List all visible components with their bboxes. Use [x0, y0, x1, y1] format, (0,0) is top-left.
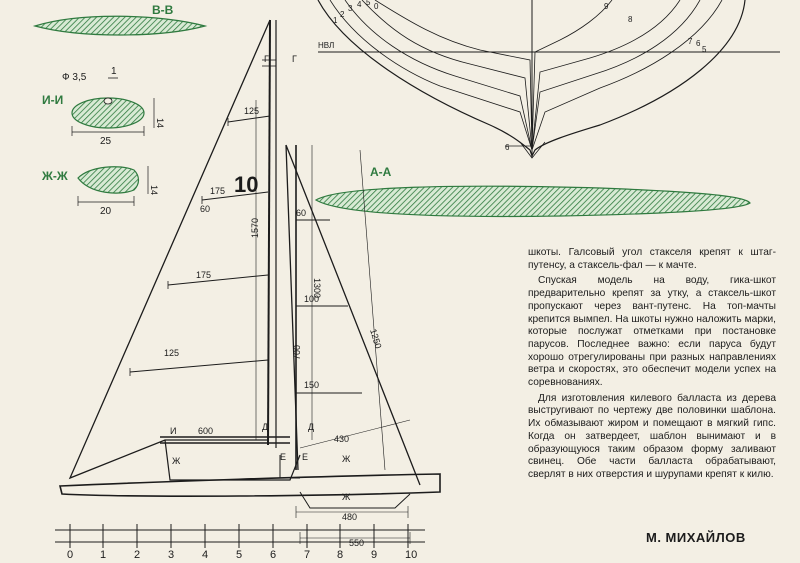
mast-height-label: 1570	[250, 217, 260, 238]
ruler-label: 1	[100, 549, 107, 561]
section-ii	[42, 66, 165, 147]
sail-number: 10	[234, 172, 259, 197]
mark-zh-keel: Ж	[342, 492, 351, 502]
mark-e-right: Е	[302, 452, 309, 462]
hull-left-station-0: 0	[374, 2, 379, 11]
jib-foot-label: 700	[292, 344, 302, 360]
batten-label-3: 175	[196, 270, 212, 280]
jib-batten-1: 60	[296, 208, 307, 218]
mark-d-right: Д	[308, 422, 315, 432]
sail-labels	[164, 54, 384, 548]
author-signature: М. МИХАЙЛОВ	[646, 530, 746, 545]
section-zhzh	[41, 166, 159, 217]
ruler-label: 9	[371, 549, 378, 561]
section-aa	[316, 165, 750, 216]
ruler-label: 7	[304, 549, 311, 561]
hull-left-station-1: 1	[333, 16, 338, 25]
batten-label-2: 175	[210, 186, 226, 196]
hull-left-station-5: 5	[366, 0, 371, 7]
dim-one-label: 1	[111, 66, 117, 77]
ii-height-label: 14	[155, 118, 165, 129]
section-zhzh-profile	[78, 167, 139, 193]
section-vv-profile	[35, 16, 205, 35]
hull-side	[60, 474, 440, 496]
article-paragraph-3: Для изготовления килевого балласта из дерева выстругивают по чертежу две половинки шаблона. Их обмазывают жиром и помещают в мягкий гипс. Когда он затвердеет, шаблон вынимают и в образующуюся таким образом форму заливают свинец. Обе части балласта обрабатывают, сверлят в них отверстия и шурупами крепят к килю.	[528, 392, 776, 480]
jib-leech-label: 1250	[368, 327, 384, 350]
article-text	[528, 247, 776, 485]
scale-ruler	[55, 524, 425, 561]
hull-keel-station: 6	[505, 143, 510, 152]
hull-left-station-4: 4	[357, 0, 362, 9]
dim-550-label: 550	[349, 538, 365, 548]
jib-batten-3: 150	[304, 380, 320, 390]
mark-d-left: Д	[262, 422, 269, 432]
batten-label-4: 125	[164, 348, 180, 358]
zhzh-width-label: 20	[100, 206, 112, 217]
mark-zh-left: Ж	[172, 456, 181, 466]
hull-left-station-3: 3	[348, 4, 353, 13]
section-zhzh-label: Ж-Ж	[42, 169, 68, 183]
hull-body-plan	[318, 0, 780, 158]
jib-batten-2: 100	[304, 294, 320, 304]
hull-right-station-6: 6	[696, 39, 701, 48]
batten-label-1: 125	[244, 106, 260, 116]
mark-g-left: Г	[264, 54, 269, 64]
zhzh-height-label: 14	[149, 185, 159, 196]
waterline-label: НВЛ	[318, 41, 335, 50]
ii-width-label: 25	[100, 136, 112, 147]
mark-g-right: Г	[292, 54, 297, 64]
hole-mark	[104, 98, 112, 104]
mark-e-left: Е	[280, 452, 287, 462]
mainsail-outline	[70, 20, 270, 478]
hull-right-station-9: 9	[604, 2, 609, 11]
section-vv-label: В-В	[152, 3, 174, 17]
mark-i: И	[170, 426, 177, 436]
section-aa-label: А-А	[370, 165, 392, 179]
dim-430-label: 430	[334, 434, 350, 444]
hole-diameter-label: Ф 3,5	[62, 72, 87, 83]
section-ii-label: И-И	[42, 93, 64, 107]
ruler-label: 2	[134, 549, 141, 561]
hull-right-station-5: 5	[702, 45, 707, 54]
dim-480-label: 480	[342, 512, 358, 522]
ruler-label: 8	[337, 549, 344, 561]
section-aa-profile	[316, 186, 750, 216]
ruler-label: 5	[236, 549, 243, 561]
article-paragraph-1: шкоты. Галсовый угол стакселя крепят к штаг-путенсу, а стаксель-фал — к мачте.	[528, 247, 776, 271]
ruler-label: 0	[67, 549, 74, 561]
ruler-label: 6	[270, 549, 277, 561]
hull-left-station-2: 2	[340, 10, 345, 19]
ruler-label: 3	[168, 549, 175, 561]
width-60-label: 60	[200, 204, 211, 214]
boom-label: 600	[198, 426, 214, 436]
jib-luff-label: 1300	[312, 278, 322, 299]
article-paragraph-2: Спуская модель на воду, гика-шкот предварительно крепят за утку, а стаксель-шкот пропускают через вант-путенс. На топ-мачты крепится вымпел. На шкоты нужно наложить марки, которые послужат отметками при постановке парусов. Последнее важно: если паруса будут хорошо отрегулированы при разных направлениях ветра и скоростях, это обеспечит модели успех на соревнованиях.	[528, 275, 776, 389]
section-vv	[35, 3, 205, 35]
ruler-label: 4	[202, 549, 209, 561]
ruler-label: 10	[405, 549, 418, 561]
hull-right-station-7: 7	[688, 37, 693, 46]
hull-right-station-8: 8	[628, 15, 633, 24]
mark-zh-right: Ж	[342, 454, 351, 464]
